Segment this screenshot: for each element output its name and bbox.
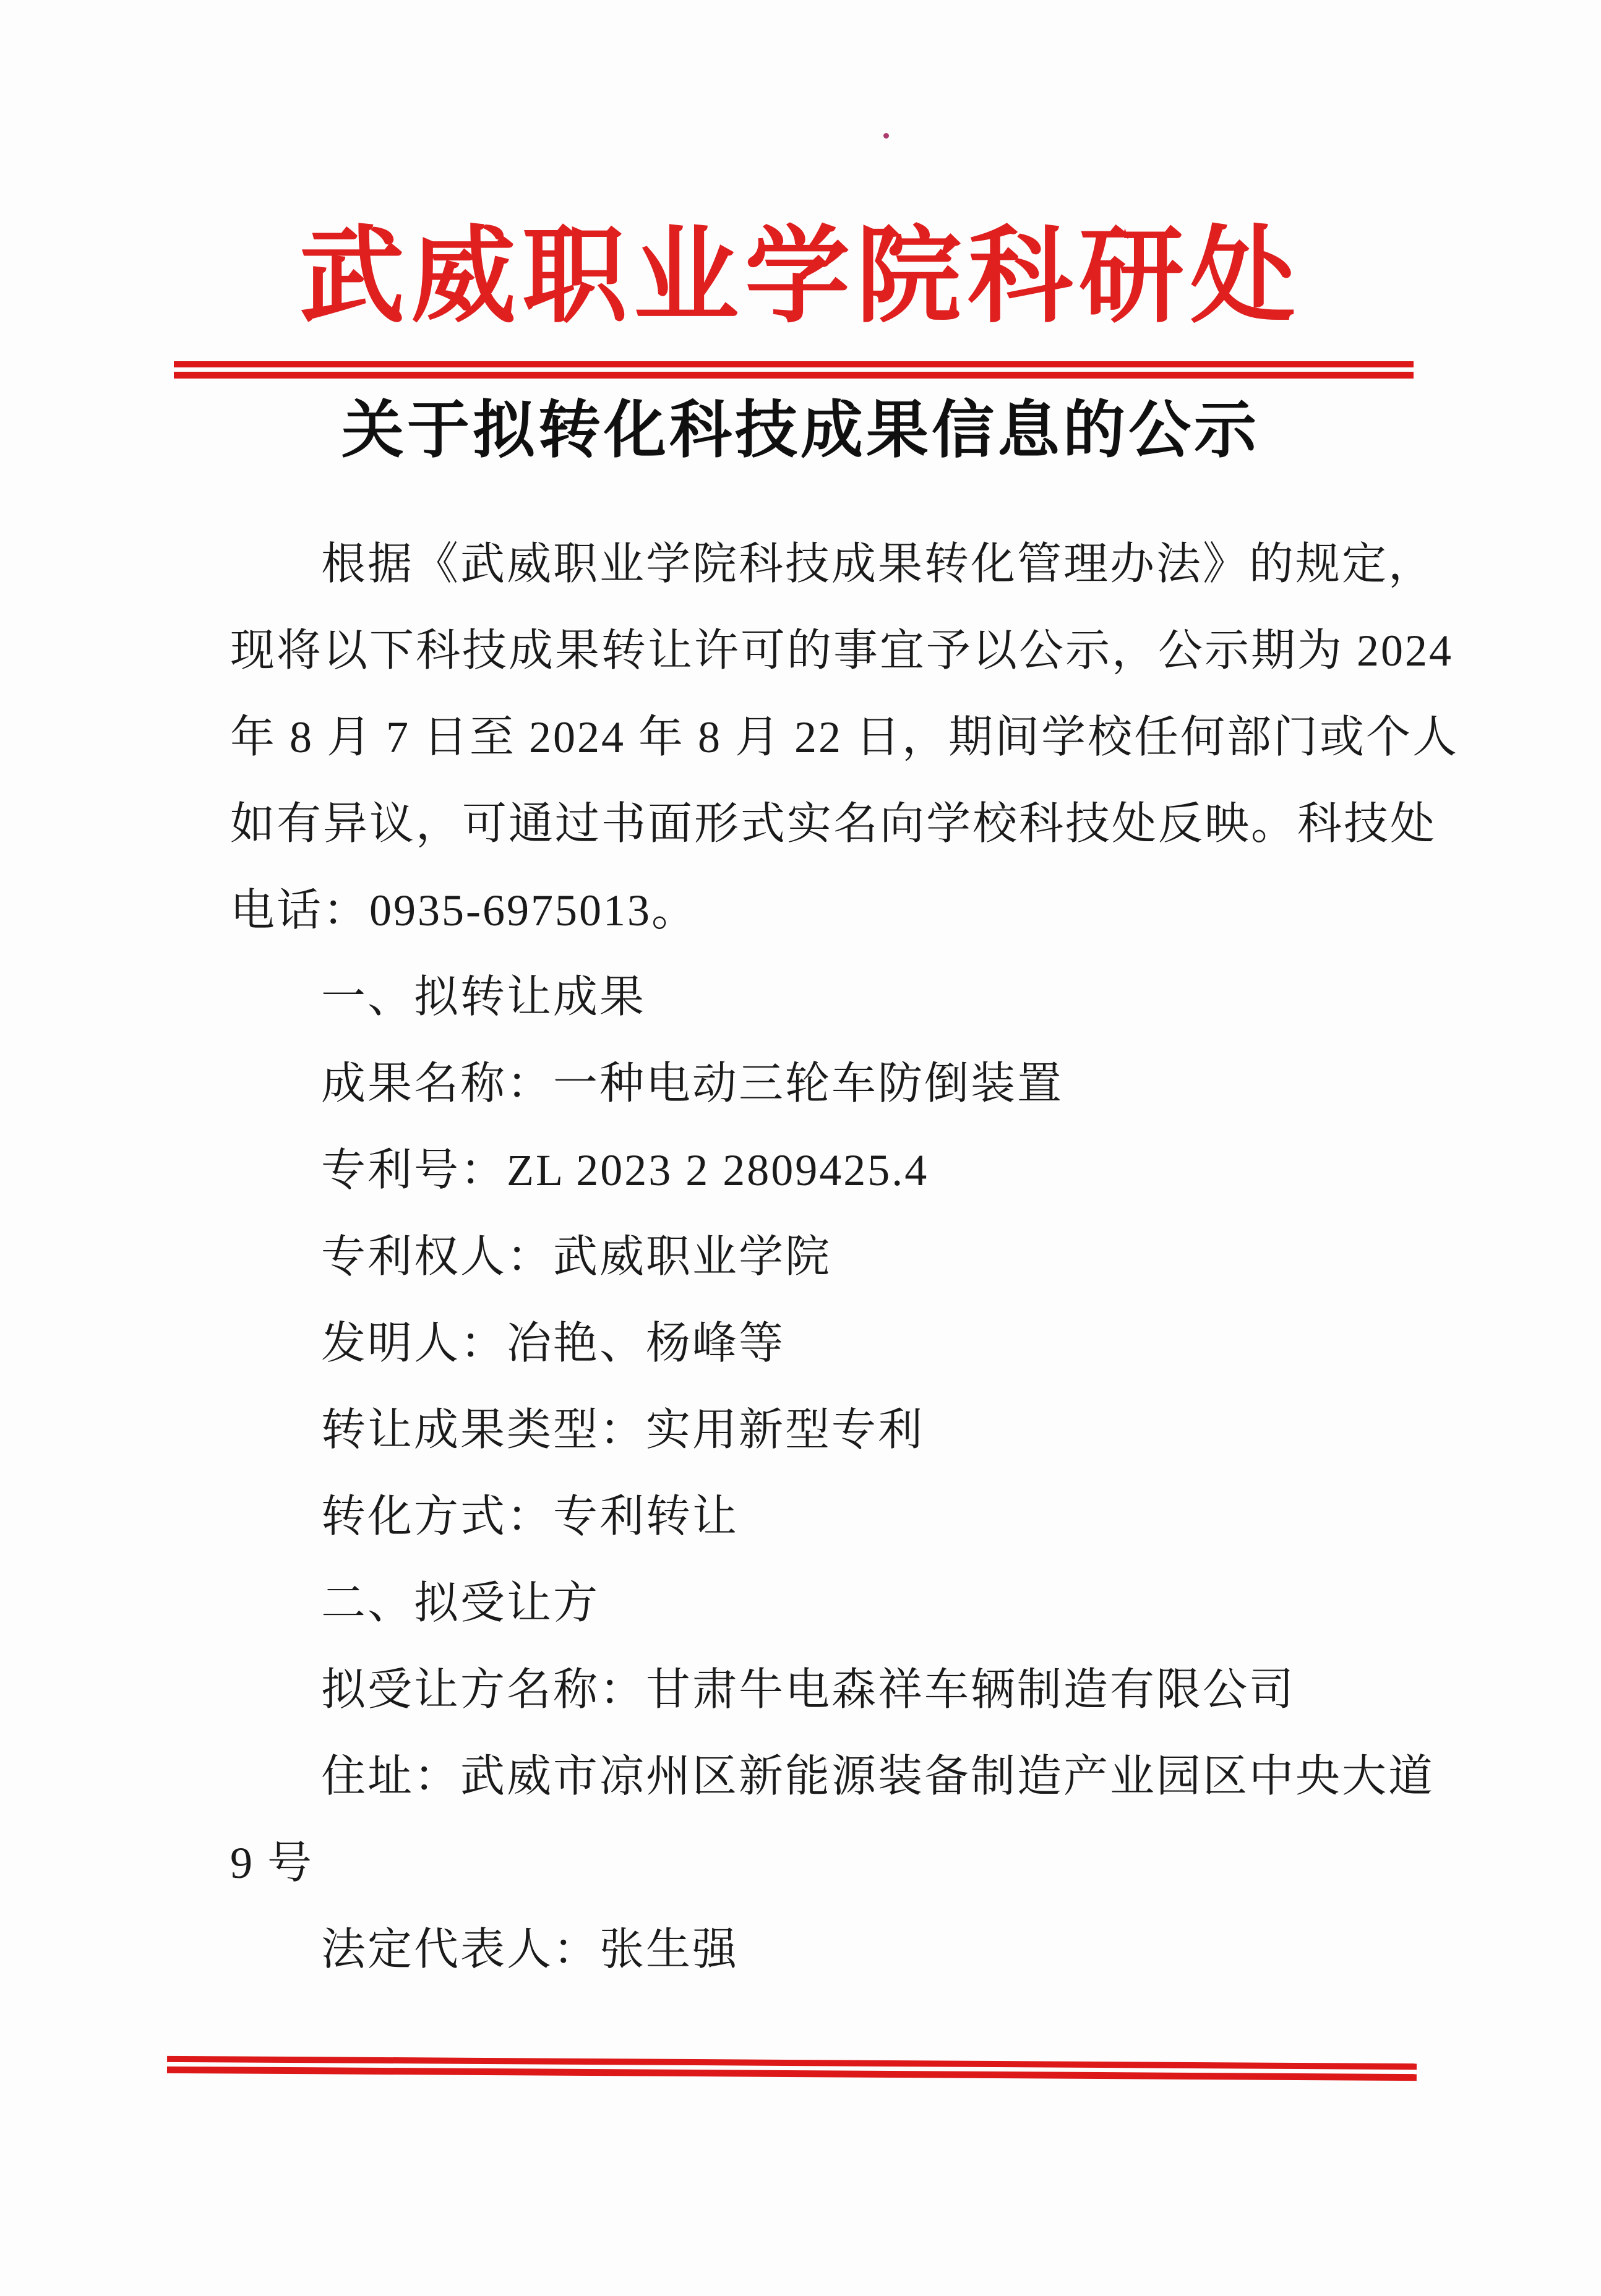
- body-line: 法定代表人：张生强: [321, 1925, 739, 1974]
- body-line-section-1: 一、拟转让成果: [321, 972, 646, 1022]
- notice-body: [230, 521, 1459, 1993]
- body-line: 9 号: [230, 1838, 314, 1888]
- body-line-section-2: 二、拟受让方: [321, 1578, 600, 1628]
- masthead-double-rule: [174, 361, 1414, 379]
- body-line: 年 8 月 7 日至 2024 年 8 月 22 日，期间学校任何部门或个人: [230, 713, 1459, 762]
- body-line: 现将以下科技成果转让许可的事宜予以公示，公示期为 2024: [230, 626, 1454, 675]
- body-line: 转让成果类型：实用新型专利: [321, 1405, 925, 1455]
- body-line: 转化方式：专利转让: [321, 1492, 739, 1541]
- body-line: 专利号：ZL 2023 2 2809425.4: [321, 1146, 929, 1195]
- footer-double-rule: [167, 2056, 1417, 2081]
- body-line: 住址：武威市凉州区新能源装备制造产业园区中央大道: [321, 1752, 1435, 1801]
- body-line: 发明人：冶艳、杨峰等: [321, 1319, 786, 1368]
- body-line: 电话：0935-6975013。: [230, 886, 698, 935]
- red-dot-scan-artifact: [883, 133, 889, 139]
- department-masthead-title: 武威职业学院科研处: [299, 219, 1302, 335]
- body-line: 拟受让方名称：甘肃牛电森祥车辆制造有限公司: [321, 1665, 1296, 1715]
- notice-title: 关于拟转化科技成果信息的公示: [341, 396, 1260, 465]
- body-line: 成果名称：一种电动三轮车防倒装置: [321, 1059, 1064, 1108]
- body-line: 根据《武威职业学院科技成果转化管理办法》的规定，: [321, 539, 1435, 589]
- body-line: 如有异议，可通过书面形式实名向学校科技处反映。科技处: [230, 799, 1437, 849]
- body-line: 专利权人：武威职业学院: [321, 1232, 832, 1282]
